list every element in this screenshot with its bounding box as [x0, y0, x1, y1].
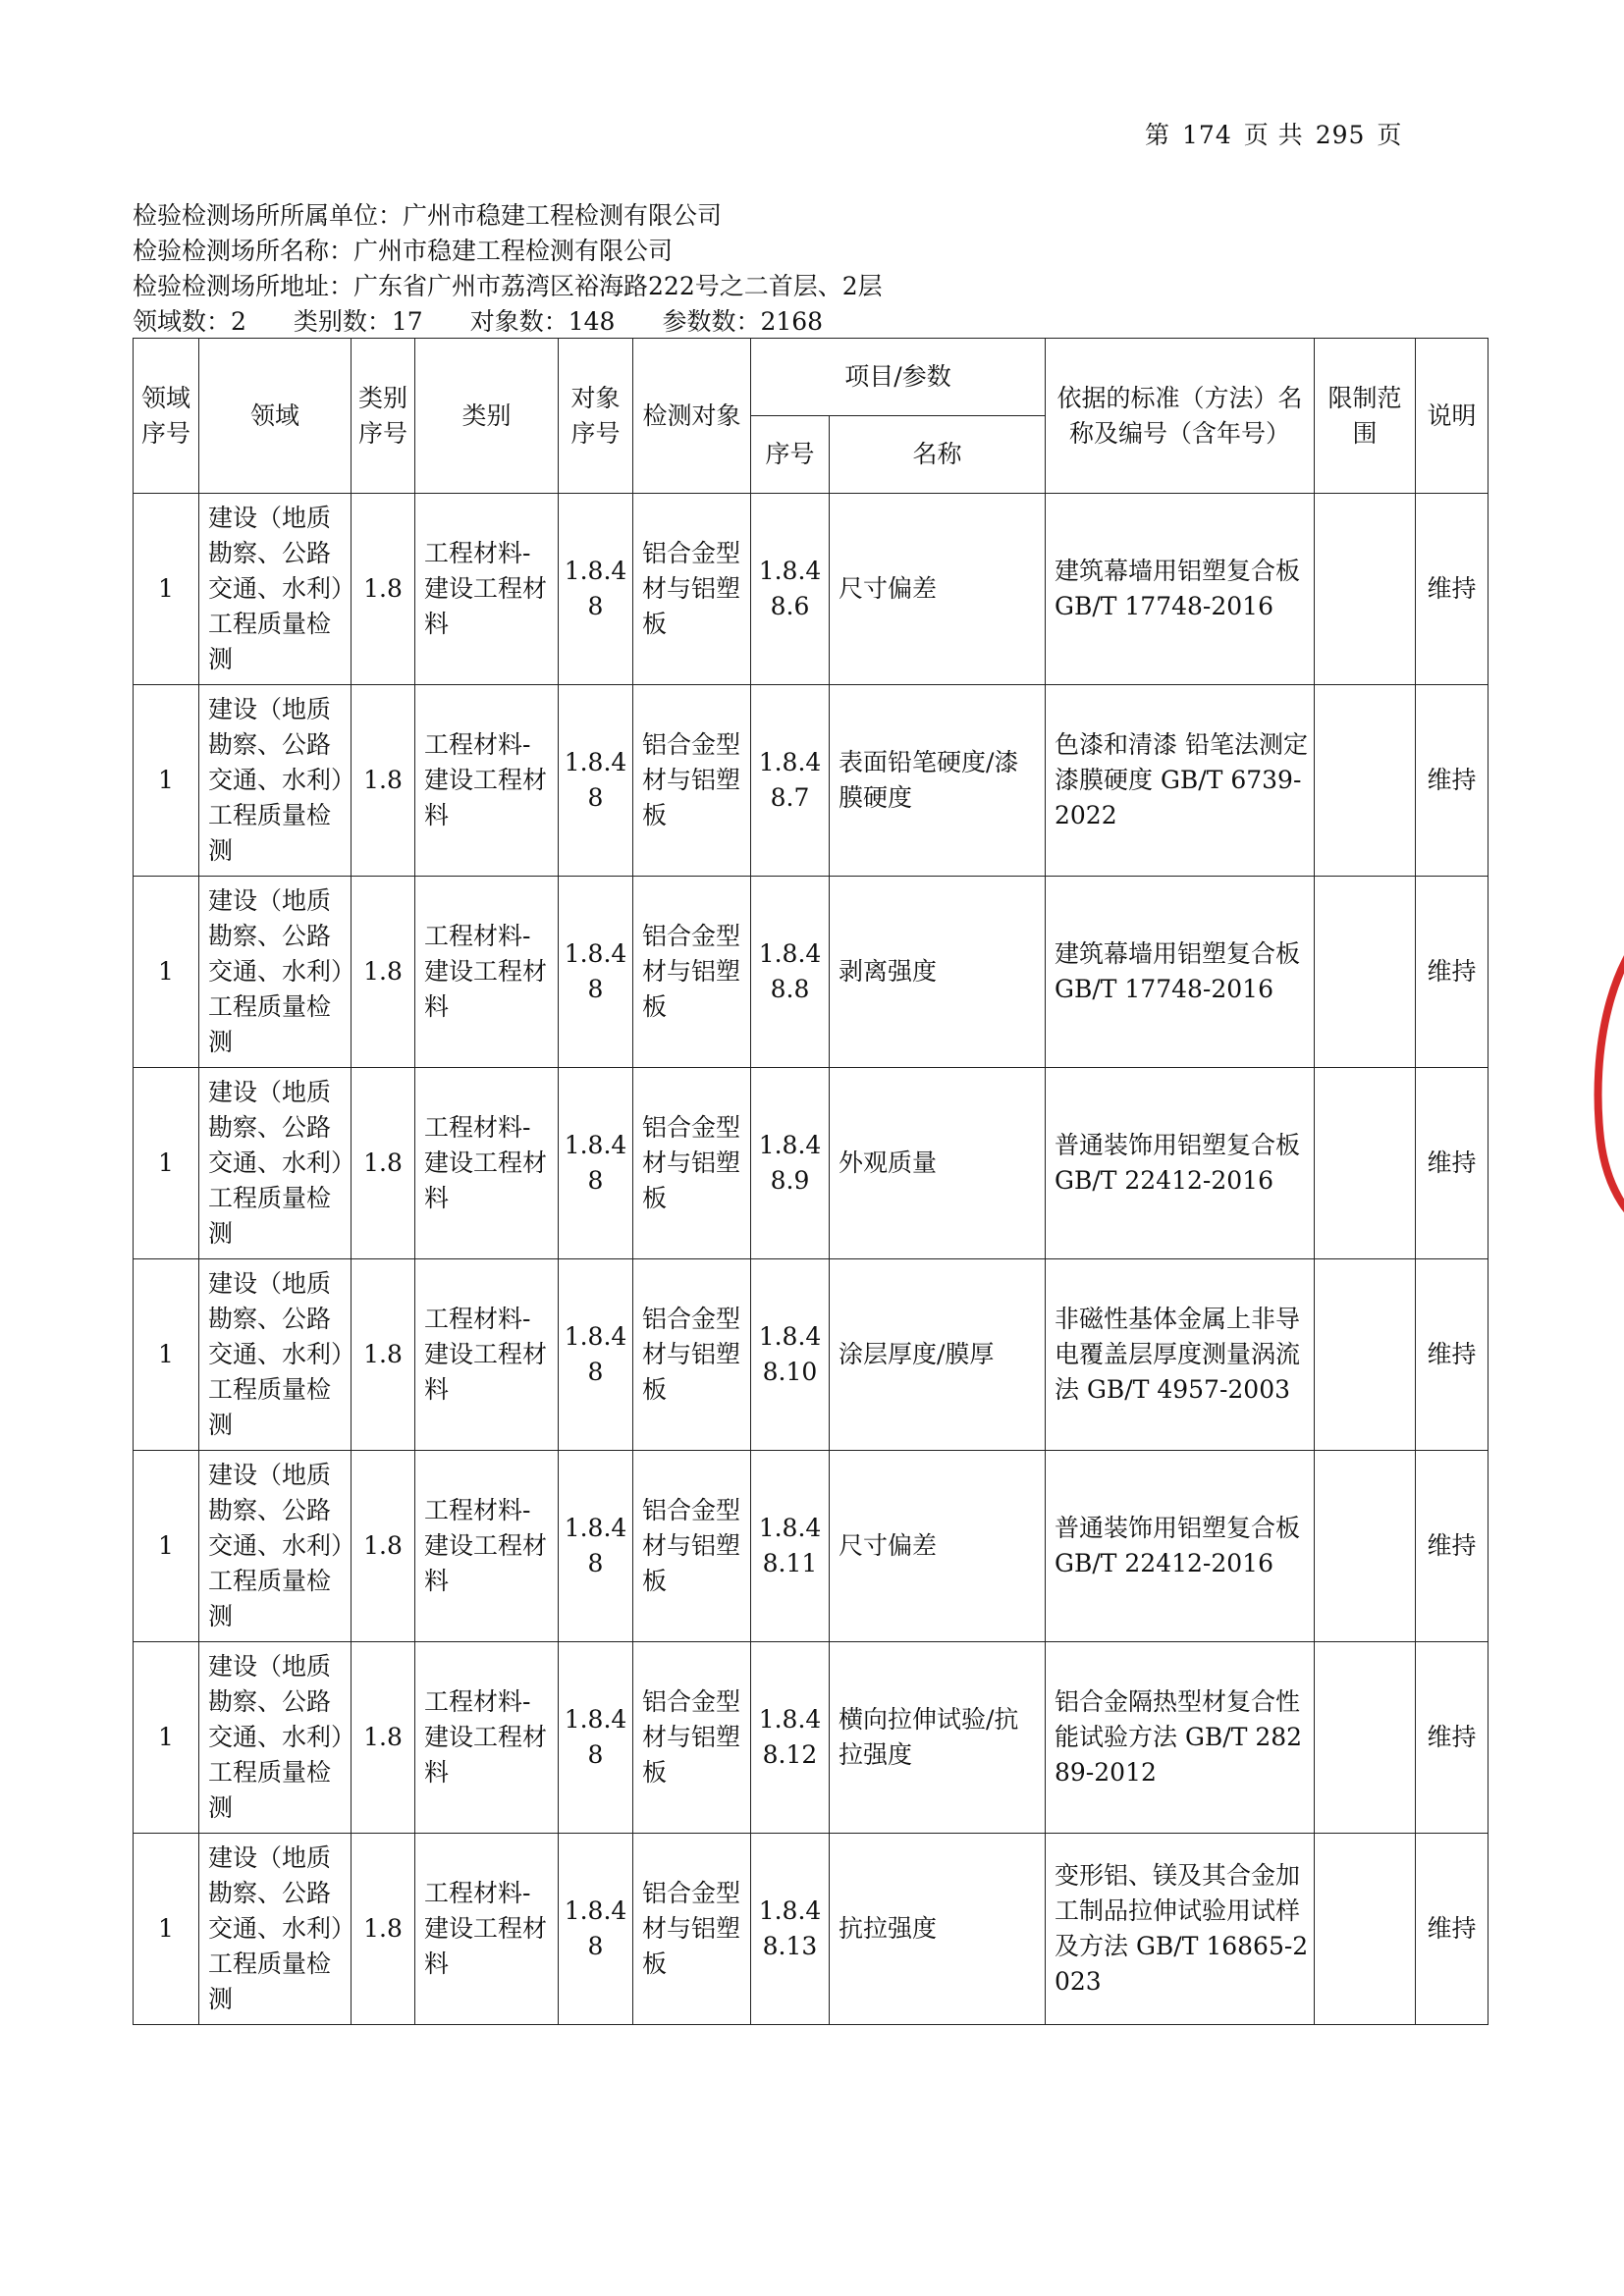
- cell-param-no: 1.8.48.6: [751, 494, 830, 685]
- cell-category: 工程材料-建设工程材料: [415, 685, 559, 877]
- col-param-no: 序号: [751, 416, 830, 494]
- cell-param-name: 横向拉伸试验/抗拉强度: [830, 1642, 1046, 1834]
- cell-object: 铝合金型材与铝塑板: [633, 1451, 751, 1642]
- cell-object: 铝合金型材与铝塑板: [633, 494, 751, 685]
- page-suffix: 页: [1377, 121, 1403, 149]
- cell-category-no: 1.8: [352, 1451, 415, 1642]
- cell-standard: 建筑幕墙用铝塑复合板GB/T 17748-2016: [1046, 877, 1315, 1068]
- header-address: 检验检测场所地址：广东省广州市荔湾区裕海路222号之二首层、2层: [133, 272, 883, 300]
- cell-category: 工程材料-建设工程材料: [415, 1451, 559, 1642]
- cell-category-no: 1.8: [352, 685, 415, 877]
- cell-object-no: 1.8.48: [559, 685, 633, 877]
- cell-category-no: 1.8: [352, 494, 415, 685]
- cell-field: 建设（地质勘察、公路交通、水利）工程质量检测: [199, 1834, 352, 2025]
- cell-object-no: 1.8.48: [559, 1068, 633, 1259]
- table-row: [134, 1642, 1489, 1834]
- cell-param-no: 1.8.48.11: [751, 1451, 830, 1642]
- cell-category: 工程材料-建设工程材料: [415, 494, 559, 685]
- table-row: [134, 1834, 1489, 2025]
- col-category: 类别: [415, 339, 559, 494]
- cell-category-no: 1.8: [352, 1834, 415, 2025]
- table-row: [134, 494, 1489, 685]
- cell-limit: [1315, 1451, 1416, 1642]
- cell-category-no: 1.8: [352, 877, 415, 1068]
- cell-param-name: 表面铅笔硬度/漆膜硬度: [830, 685, 1046, 877]
- col-field: 领域: [199, 339, 352, 494]
- cell-field: 建设（地质勘察、公路交通、水利）工程质量检测: [199, 1068, 352, 1259]
- col-param-name: 名称: [830, 416, 1046, 494]
- header-unit: 检验检测场所所属单位：广州市稳建工程检测有限公司: [133, 201, 723, 230]
- cell-note: 维持: [1416, 494, 1489, 685]
- cell-limit: [1315, 877, 1416, 1068]
- cell-field-no: 1: [134, 1642, 199, 1834]
- cell-param-name: 抗拉强度: [830, 1834, 1046, 2025]
- page-mid: 页 共: [1243, 121, 1304, 149]
- cell-note: 维持: [1416, 1068, 1489, 1259]
- cell-object-no: 1.8.48: [559, 494, 633, 685]
- cell-limit: [1315, 1068, 1416, 1259]
- cell-object: 铝合金型材与铝塑板: [633, 1642, 751, 1834]
- cell-limit: [1315, 1834, 1416, 2025]
- cell-object: 铝合金型材与铝塑板: [633, 1834, 751, 2025]
- cell-note: 维持: [1416, 1642, 1489, 1834]
- page-prefix: 第: [1145, 121, 1171, 149]
- col-standard: 依据的标准（方法）名称及编号（含年号）: [1046, 339, 1315, 494]
- cell-standard: 建筑幕墙用铝塑复合板 GB/T 17748-2016: [1046, 494, 1315, 685]
- cell-field: 建设（地质勘察、公路交通、水利）工程质量检测: [199, 1451, 352, 1642]
- cell-limit: [1315, 1259, 1416, 1451]
- cell-standard: 色漆和清漆 铅笔法测定漆膜硬度 GB/T 6739-2022: [1046, 685, 1315, 877]
- col-object: 检测对象: [633, 339, 751, 494]
- cell-standard: 非磁性基体金属上非导电覆盖层厚度测量涡流法 GB/T 4957-2003: [1046, 1259, 1315, 1451]
- cell-note: 维持: [1416, 1834, 1489, 2025]
- cell-field-no: 1: [134, 1451, 199, 1642]
- cell-object-no: 1.8.48: [559, 877, 633, 1068]
- seal-arc: [1598, 913, 1624, 1237]
- cell-note: 维持: [1416, 877, 1489, 1068]
- cell-field-no: 1: [134, 494, 199, 685]
- cell-field: 建设（地质勘察、公路交通、水利）工程质量检测: [199, 685, 352, 877]
- cell-standard: 普通装饰用铝塑复合板 GB/T 22412-2016: [1046, 1068, 1315, 1259]
- cell-param-no: 1.8.48.10: [751, 1259, 830, 1451]
- page-number: [1139, 116, 1408, 151]
- cell-category: 工程材料-建设工程材料: [415, 1068, 559, 1259]
- count-category: 类别数：17: [293, 307, 423, 336]
- cell-field: 建设（地质勘察、公路交通、水利）工程质量检测: [199, 877, 352, 1068]
- cell-param-no: 1.8.48.9: [751, 1068, 830, 1259]
- count-param: 参数数：2168: [662, 307, 824, 336]
- cell-note: 维持: [1416, 1451, 1489, 1642]
- cell-param-no: 1.8.48.13: [751, 1834, 830, 2025]
- cell-field-no: 1: [134, 1834, 199, 2025]
- red-seal-stamp: [1571, 893, 1624, 1247]
- cell-field: 建设（地质勘察、公路交通、水利）工程质量检测: [199, 494, 352, 685]
- col-field-no: 领域序号: [134, 339, 199, 494]
- table-row: [134, 877, 1489, 1068]
- cell-category: 工程材料-建设工程材料: [415, 1642, 559, 1834]
- cell-param-no: 1.8.48.12: [751, 1642, 830, 1834]
- cell-object: 铝合金型材与铝塑板: [633, 685, 751, 877]
- page-current: 174: [1182, 121, 1232, 149]
- cell-limit: [1315, 1642, 1416, 1834]
- cell-category-no: 1.8: [352, 1259, 415, 1451]
- cell-object-no: 1.8.48: [559, 1451, 633, 1642]
- col-note: 说明: [1416, 339, 1489, 494]
- cell-standard: 铝合金隔热型材复合性能试验方法 GB/T 28289-2012: [1046, 1642, 1315, 1834]
- cell-param-name: 外观质量: [830, 1068, 1046, 1259]
- cell-field-no: 1: [134, 1259, 199, 1451]
- cell-param-name: 尺寸偏差: [830, 1451, 1046, 1642]
- cell-param-no: 1.8.48.8: [751, 877, 830, 1068]
- cell-object: 铝合金型材与铝塑板: [633, 877, 751, 1068]
- count-object: 对象数：148: [469, 307, 616, 336]
- cell-field: 建设（地质勘察、公路交通、水利）工程质量检测: [199, 1642, 352, 1834]
- cell-object: 铝合金型材与铝塑板: [633, 1068, 751, 1259]
- table-row: [134, 685, 1489, 877]
- col-object-no: 对象序号: [559, 339, 633, 494]
- cell-field-no: 1: [134, 685, 199, 877]
- cell-note: 维持: [1416, 685, 1489, 877]
- col-item-param: 项目/参数: [751, 339, 1046, 416]
- cell-category: 工程材料-建设工程材料: [415, 877, 559, 1068]
- table-row: [134, 1451, 1489, 1642]
- count-field: 领域数：2: [133, 307, 246, 336]
- cell-param-name: 涂层厚度/膜厚: [830, 1259, 1046, 1451]
- cell-standard: 变形铝、镁及其合金加工制品拉伸试验用试样及方法 GB/T 16865-2023: [1046, 1834, 1315, 2025]
- cell-object: 铝合金型材与铝塑板: [633, 1259, 751, 1451]
- cell-field-no: 1: [134, 877, 199, 1068]
- cell-category: 工程材料-建设工程材料: [415, 1259, 559, 1451]
- cell-param-no: 1.8.48.7: [751, 685, 830, 877]
- col-limit: 限制范围: [1315, 339, 1416, 494]
- table-row: [134, 1259, 1489, 1451]
- header-counts: [133, 302, 870, 338]
- cell-object-no: 1.8.48: [559, 1834, 633, 2025]
- table-row: [134, 1068, 1489, 1259]
- cell-param-name: 剥离强度: [830, 877, 1046, 1068]
- cell-field: 建设（地质勘察、公路交通、水利）工程质量检测: [199, 1259, 352, 1451]
- cell-object-no: 1.8.48: [559, 1642, 633, 1834]
- cell-param-name: 尺寸偏差: [830, 494, 1046, 685]
- page-total: 295: [1315, 121, 1366, 149]
- cell-object-no: 1.8.48: [559, 1259, 633, 1451]
- cell-field-no: 1: [134, 1068, 199, 1259]
- cell-category-no: 1.8: [352, 1068, 415, 1259]
- cell-category-no: 1.8: [352, 1642, 415, 1834]
- header-name: 检验检测场所名称：广州市稳建工程检测有限公司: [133, 237, 674, 265]
- scope-table: [133, 338, 1489, 2025]
- cell-limit: [1315, 494, 1416, 685]
- cell-category: 工程材料-建设工程材料: [415, 1834, 559, 2025]
- cell-note: 维持: [1416, 1259, 1489, 1451]
- col-category-no: 类别序号: [352, 339, 415, 494]
- cell-standard: 普通装饰用铝塑复合板 GB/T 22412-2016: [1046, 1451, 1315, 1642]
- cell-limit: [1315, 685, 1416, 877]
